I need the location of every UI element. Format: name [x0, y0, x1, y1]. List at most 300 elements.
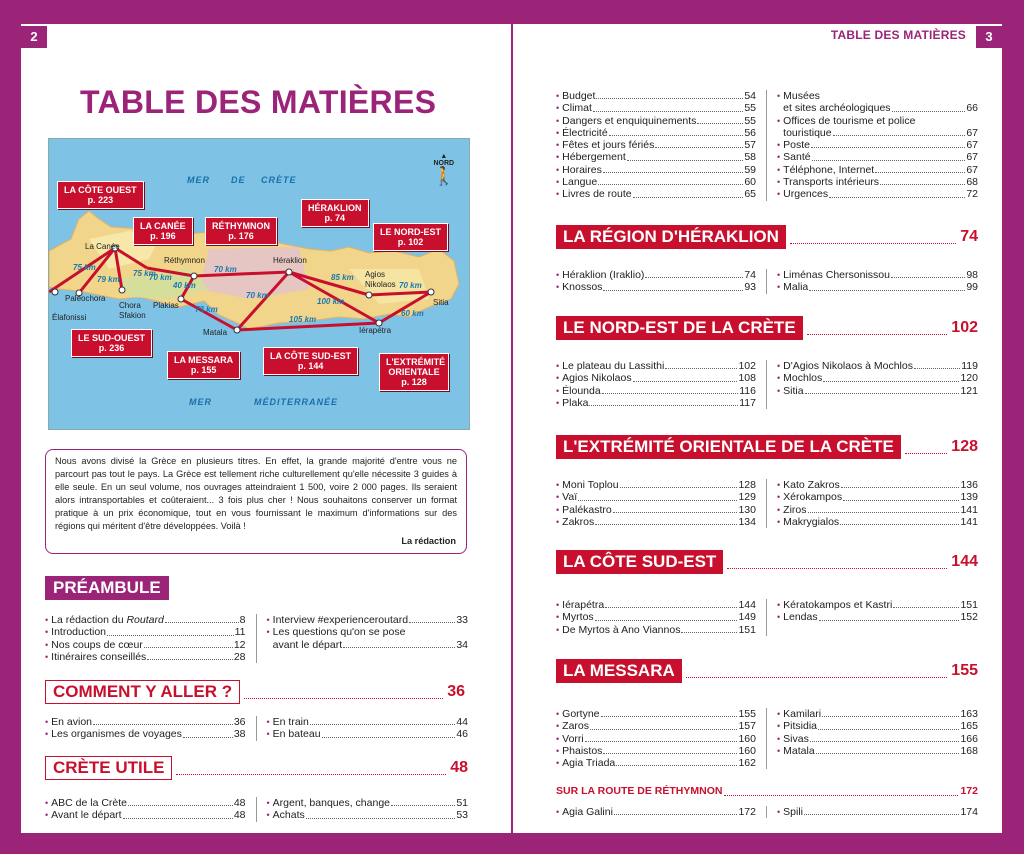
toc-entry[interactable] [556, 372, 756, 384]
dot-leader [645, 269, 743, 278]
section-crete-utile[interactable] [45, 756, 468, 780]
toc-entry-title: Musées [783, 90, 820, 102]
toc-column-left [556, 360, 767, 409]
map-label-sud-ouest[interactable]: LE SUD-OUEST p. 236 [71, 329, 152, 357]
bullet-icon: • [556, 745, 560, 756]
bullet-icon: • [556, 758, 560, 769]
toc-entry-title: Nos coups de cœur [51, 638, 143, 651]
toc-entry[interactable] [556, 720, 756, 732]
dot-leader [875, 164, 965, 173]
toc-entry-title: Palékastro [562, 503, 612, 516]
section-extremite-orientale[interactable] [556, 435, 978, 459]
toc-entry[interactable] [777, 127, 978, 139]
toc-entry[interactable] [556, 491, 756, 503]
toc-entry[interactable] [45, 716, 246, 728]
distance-label: 70 km [149, 273, 172, 282]
toc-entry-title: Sivas [783, 732, 809, 745]
dot-leader [816, 745, 960, 754]
toc-entry-page: 74 [744, 269, 756, 281]
toc-entry[interactable] [45, 614, 246, 626]
toc-entry-title: Climat [562, 102, 592, 115]
toc-entry-page: 65 [744, 188, 756, 201]
toc-column-left [556, 599, 767, 636]
toc-column-right [767, 479, 978, 528]
dot-leader [598, 176, 743, 185]
bullet-icon: • [777, 361, 781, 371]
dot-leader [595, 611, 738, 620]
toc-entry-page: 119 [961, 360, 978, 372]
sea-label-mer: MER [187, 175, 210, 185]
dot-leader [165, 614, 239, 623]
toc-entry-page: 51 [456, 797, 468, 809]
toc-entry[interactable] [556, 479, 756, 491]
toc-entry-title: Plaka [562, 396, 589, 409]
dot-leader [804, 806, 959, 815]
bullet-icon: • [45, 639, 49, 650]
dot-leader [686, 665, 948, 678]
bullet-icon: • [777, 91, 781, 101]
toc-entry-page: 53 [456, 809, 468, 822]
dot-leader [589, 397, 738, 406]
bullet-icon: • [556, 807, 560, 817]
section-cote-sud-est[interactable] [556, 550, 978, 574]
dot-leader [602, 385, 739, 394]
toc-extremite-orientale [556, 479, 978, 528]
toc-entry[interactable] [556, 115, 756, 127]
toc-entry-page: 121 [960, 384, 978, 397]
map-label-extremite-orientale[interactable]: L'EXTRÉMITÉ ORIENTALE p. 128 [379, 353, 449, 391]
toc-entry[interactable] [556, 151, 756, 163]
town-la-canee: La Canée [85, 242, 120, 251]
bullet-icon: • [266, 627, 270, 638]
toc-entry-page: 98 [966, 269, 978, 281]
toc-entry-title: Moni Toplou [562, 479, 619, 491]
bullet-icon: • [45, 798, 49, 808]
toc-entry[interactable] [556, 127, 756, 139]
section-page: 144 [951, 553, 978, 570]
toc-entry-page: 36 [233, 716, 246, 728]
sea-label-mediterranee: MÉDITERRANÉE [254, 397, 339, 407]
dot-leader [724, 786, 958, 796]
toc-column-left [556, 479, 767, 528]
bullet-icon: • [556, 361, 560, 371]
dot-leader [681, 624, 737, 633]
toc-entry-title: Malia [783, 281, 809, 294]
toc-entry-page: 116 [739, 384, 756, 397]
toc-entry[interactable] [777, 708, 978, 720]
toc-entry[interactable] [556, 733, 756, 745]
toc-entry-page: 141 [960, 515, 978, 528]
bullet-icon: • [556, 373, 560, 384]
bullet-icon: • [556, 282, 560, 293]
toc-entry-title: Santé [783, 151, 811, 164]
toc-entry[interactable] [556, 164, 756, 176]
toc-entry-page: 72 [966, 188, 978, 201]
toc-entry[interactable] [267, 614, 469, 626]
bullet-icon: • [556, 103, 560, 114]
toc-entry-title: Phaistos [562, 744, 603, 757]
toc-entry-page: 136 [960, 479, 978, 491]
toc-entry-page: 57 [744, 139, 756, 152]
toc-entry[interactable] [777, 102, 978, 114]
sea-label-crete: CRÈTE [261, 175, 297, 185]
toc-entry[interactable] [777, 516, 978, 528]
toc-entry-title: Myrtos [562, 611, 594, 624]
dot-leader [811, 139, 965, 148]
dot-leader [244, 686, 443, 699]
bullet-icon: • [45, 615, 49, 625]
dot-leader [620, 479, 738, 488]
bullet-icon: • [556, 721, 560, 732]
town-chora-sfakion: Chora Sfakion [119, 301, 146, 320]
toc-entry-title: Transports intérieurs [783, 176, 880, 189]
toc-entry-title: Agia Triada [562, 757, 616, 770]
toc-entry-title: Téléphone, Internet [783, 163, 875, 176]
toc-entry[interactable] [556, 281, 756, 293]
toc-entry-title: Mochlos [783, 372, 823, 385]
toc-entry-title: ABC de la Crète [51, 797, 128, 809]
toc-entry-page: 48 [233, 809, 246, 822]
toc-entry-title: Knossos [562, 281, 603, 294]
bullet-icon: • [266, 729, 270, 740]
bullet-icon: • [777, 177, 781, 188]
toc-entry-page: 120 [960, 372, 978, 385]
toc-entry-page: 58 [744, 151, 756, 164]
toc-entry[interactable] [556, 806, 756, 818]
dot-leader [593, 102, 743, 111]
toc-entry-title: Achats [272, 809, 305, 822]
toc-entry[interactable] [777, 188, 978, 200]
toc-entry[interactable] [45, 809, 246, 821]
bullet-icon: • [556, 91, 560, 101]
toc-entry[interactable] [777, 745, 978, 757]
distance-label: 75 km [133, 269, 156, 278]
toc-entry-page: 108 [738, 372, 756, 385]
dot-leader [810, 733, 960, 742]
dot-leader [409, 614, 455, 623]
dot-leader [821, 90, 977, 99]
toc-entry[interactable] [556, 90, 756, 102]
toc-entry-page: 33 [456, 614, 468, 626]
dot-leader [93, 716, 233, 725]
dot-leader [829, 188, 965, 197]
bullet-icon: • [556, 600, 560, 610]
toc-entry[interactable] [777, 139, 978, 151]
toc-entry-page: 151 [738, 623, 756, 636]
toc-entry-page: 152 [960, 611, 978, 624]
toc-entry-title: Iérapétra [562, 599, 605, 611]
section-region-heraklion[interactable] [556, 225, 978, 249]
toc-entry-title: Héraklion (Iraklio) [562, 269, 645, 281]
toc-entry-title: De Myrtos à Ano Viannos [562, 623, 681, 636]
section-page: 48 [450, 759, 468, 776]
section-page: 128 [951, 438, 978, 455]
toc-entry[interactable] [777, 491, 978, 503]
toc-entry-title: touristique [783, 126, 832, 139]
bullet-icon: • [777, 807, 781, 817]
dot-leader [147, 651, 233, 660]
toc-entry-page: 160 [738, 744, 756, 757]
toc-entry-page: 166 [960, 732, 978, 745]
toc-entry[interactable] [556, 385, 756, 397]
toc-entry[interactable] [777, 806, 978, 818]
intro-box [45, 449, 467, 554]
toc-entry-page: 11 [234, 626, 246, 639]
toc-entry[interactable] [777, 385, 978, 397]
toc-preambule [45, 614, 468, 663]
toc-entry[interactable] [777, 479, 978, 491]
toc-entry-title: Vorri [562, 732, 584, 745]
toc-entry-page: 141 [960, 503, 978, 516]
toc-column-left [556, 708, 767, 769]
dot-leader [812, 151, 966, 160]
dot-leader [655, 139, 743, 148]
dot-leader [819, 611, 960, 620]
bullet-icon: • [777, 115, 781, 126]
distance-label: 70 km [246, 291, 269, 300]
bullet-icon: • [266, 798, 270, 808]
toc-entry-title: Dangers et enquiquinements [562, 114, 697, 127]
bullet-icon: • [777, 385, 781, 396]
toc-crete-utile [45, 797, 468, 822]
dot-leader [633, 188, 744, 197]
bullet-icon: • [777, 189, 781, 200]
distance-label: 100 km [317, 297, 345, 306]
toc-entry[interactable] [556, 757, 756, 769]
bullet-icon: • [556, 624, 560, 635]
dot-leader [585, 733, 738, 742]
toc-entry-title: Kato Zakros [783, 479, 840, 491]
map-label-cote-ouest[interactable]: LA CÔTE OUEST p. 223 [57, 181, 144, 209]
toc-column-left [45, 716, 257, 741]
toc-entry[interactable] [556, 745, 756, 757]
bullet-icon: • [556, 733, 560, 744]
toc-column-right [767, 90, 978, 201]
toc-entry-page: 56 [744, 126, 756, 139]
toc-entry-title: Pitsidia [783, 720, 818, 733]
toc-entry-page: 66 [966, 102, 978, 115]
toc-entry[interactable] [777, 151, 978, 163]
toc-column-right [767, 599, 978, 636]
toc-entry[interactable] [45, 797, 246, 809]
toc-comment-y-aller [45, 716, 468, 741]
toc-entry[interactable] [777, 360, 978, 372]
dot-leader [603, 745, 737, 754]
toc-entry[interactable] [777, 504, 978, 516]
map-label-cote-sud-est[interactable]: LA CÔTE SUD-EST p. 144 [263, 347, 358, 375]
toc-entry[interactable] [45, 651, 246, 663]
toc-entry-page: 48 [233, 797, 246, 809]
toc-entry[interactable] [556, 269, 756, 281]
toc-entry[interactable] [777, 90, 978, 102]
dot-leader [892, 102, 966, 111]
bullet-icon: • [777, 480, 781, 490]
toc-entry-page: 93 [744, 281, 756, 294]
bullet-icon: • [777, 745, 781, 756]
toc-entry-page: 55 [744, 102, 756, 115]
subsection-route-rethymnon[interactable] [556, 785, 978, 797]
section-preambule[interactable] [45, 576, 169, 600]
toc-entry[interactable] [556, 504, 756, 516]
toc-entry[interactable] [777, 372, 978, 384]
toc-entry-title: et sites archéologiques [783, 102, 891, 115]
toc-entry-page: 134 [738, 515, 756, 528]
toc-messara [556, 708, 978, 769]
toc-entry[interactable] [556, 611, 756, 623]
toc-entry[interactable] [267, 809, 469, 821]
toc-entry-page: 144 [738, 599, 756, 611]
toc-entry[interactable] [556, 102, 756, 114]
bullet-icon: • [777, 152, 781, 163]
dot-leader [590, 720, 737, 729]
toc-entry[interactable] [777, 599, 978, 611]
toc-entry[interactable] [777, 720, 978, 732]
page-title: TABLE DES MATIÈRES [80, 84, 437, 120]
toc-entry-page: 149 [738, 611, 756, 624]
toc-column-left [45, 614, 257, 663]
dot-leader [310, 716, 455, 725]
bullet-icon: • [777, 140, 781, 151]
toc-entry-title: Xérokampos [783, 491, 843, 504]
bullet-icon: • [556, 504, 560, 515]
toc-entry[interactable] [556, 516, 756, 528]
section-comment-y-aller[interactable] [45, 680, 465, 704]
page-number-right: 3 [976, 26, 1002, 48]
intro-signature: La rédaction [401, 536, 456, 546]
toc-entry-page: 168 [960, 744, 978, 757]
dot-leader [840, 516, 959, 525]
map-label-rethymnon[interactable]: RÉTHYMNON p. 176 [205, 217, 277, 245]
toc-entry[interactable] [777, 164, 978, 176]
map-label-heraklion[interactable]: HÉRAKLION p. 74 [301, 199, 369, 227]
dot-leader [833, 127, 966, 136]
distance-label: 85 km [331, 273, 354, 282]
toc-entry[interactable] [556, 599, 756, 611]
toc-entry[interactable] [267, 797, 469, 809]
toc-entry-page: 160 [738, 732, 756, 745]
bullet-icon: • [45, 717, 49, 727]
dot-leader [406, 626, 467, 635]
toc-entry[interactable] [556, 176, 756, 188]
town-agios-nikolaos: Agios Nikolaos [365, 270, 396, 289]
compass [433, 153, 455, 185]
toc-entry-title: Urgences [783, 188, 829, 201]
toc-entry[interactable] [556, 360, 756, 372]
dot-leader [391, 797, 455, 806]
toc-entry[interactable] [777, 269, 978, 281]
toc-entry[interactable] [777, 611, 978, 623]
bullet-icon: • [777, 504, 781, 515]
dot-leader [697, 115, 743, 124]
section-page: 102 [951, 319, 978, 336]
toc-entry[interactable] [777, 176, 978, 188]
toc-entry-title: En train [272, 716, 309, 728]
section-title: COMMENT Y ALLER ? [45, 680, 240, 704]
toc-entry-title: Agios Nikolaos [562, 372, 632, 385]
toc-entry[interactable] [267, 639, 469, 651]
toc-entry[interactable] [777, 281, 978, 293]
map-label-nord-est[interactable]: LE NORD-EST p. 102 [373, 223, 448, 251]
dot-leader [914, 360, 960, 369]
toc-entry[interactable] [45, 728, 246, 740]
crete-map [48, 138, 470, 430]
toc-entry-title: Les organismes de voyages [51, 728, 182, 741]
bullet-icon: • [777, 516, 781, 527]
dot-leader [603, 164, 743, 173]
toc-entry[interactable] [45, 639, 246, 651]
toc-entry[interactable] [267, 716, 469, 728]
section-title: LE NORD-EST DE LA CRÈTE [556, 316, 803, 340]
toc-entry-title: Vaï [562, 491, 578, 504]
toc-entry-title: Élounda [562, 384, 601, 397]
toc-entry-title: Sitia [783, 384, 804, 397]
bullet-icon: • [45, 651, 49, 662]
dot-leader [818, 720, 959, 729]
section-title: CRÈTE UTILE [45, 756, 172, 780]
subsection-title: SUR LA ROUTE DE RÉTHYMNON [556, 785, 723, 797]
dot-leader [891, 269, 965, 278]
bullet-icon: • [777, 721, 781, 732]
bullet-icon: • [556, 189, 560, 200]
bullet-icon: • [777, 373, 781, 384]
town-sitia: Sitia [433, 298, 449, 307]
toc-entry-page: 155 [738, 708, 756, 720]
toc-entry[interactable] [556, 708, 756, 720]
toc-entry[interactable] [777, 733, 978, 745]
toc-entry-title: Le plateau du Lassithi [562, 360, 665, 372]
toc-entry[interactable] [556, 397, 756, 409]
map-label-la-canee[interactable]: LA CANÉE p. 196 [133, 217, 193, 245]
toc-entry-page: 68 [966, 176, 978, 189]
page-number-left: 2 [21, 26, 47, 48]
section-nord-est[interactable] [556, 316, 978, 340]
toc-column-left [556, 90, 767, 201]
bullet-icon: • [556, 612, 560, 623]
toc-entry-page: 54 [744, 90, 756, 102]
toc-entry[interactable] [556, 139, 756, 151]
compass-label: NORD [433, 160, 455, 167]
toc-entry[interactable] [45, 626, 246, 638]
section-messara[interactable] [556, 659, 978, 683]
toc-entry-title: Ziros [783, 503, 807, 516]
town-plakias: Plakias [153, 301, 179, 310]
toc-column-left [556, 806, 767, 818]
toc-entry-page: 67 [966, 151, 978, 164]
dot-leader [905, 441, 947, 454]
toc-entry-page: 28 [233, 650, 246, 663]
toc-entry[interactable] [267, 626, 469, 638]
town-rethymnon: Réthymnon [164, 256, 205, 265]
toc-entry-page: 38 [233, 728, 246, 741]
toc-entry-title: Livres de route [562, 188, 632, 201]
toc-entry-page: 130 [738, 503, 756, 516]
town-paleochora: Paléochora [65, 294, 106, 303]
toc-entry-page: 117 [739, 396, 756, 409]
toc-entry[interactable] [267, 728, 469, 740]
dot-leader [633, 372, 738, 381]
section-title: LA RÉGION D'HÉRAKLION [556, 225, 786, 249]
toc-entry-page: 163 [960, 708, 978, 720]
map-label-messara[interactable]: LA MESSARA p. 155 [167, 351, 240, 379]
toc-entry[interactable] [556, 624, 756, 636]
dot-leader [843, 491, 959, 500]
toc-entry[interactable] [556, 188, 756, 200]
toc-entry[interactable] [777, 115, 978, 127]
distance-label: 70 km [214, 265, 237, 274]
toc-entry-page: 172 [738, 806, 756, 818]
bullet-icon: • [266, 615, 270, 625]
toc-entry-title: Introduction [51, 626, 107, 639]
